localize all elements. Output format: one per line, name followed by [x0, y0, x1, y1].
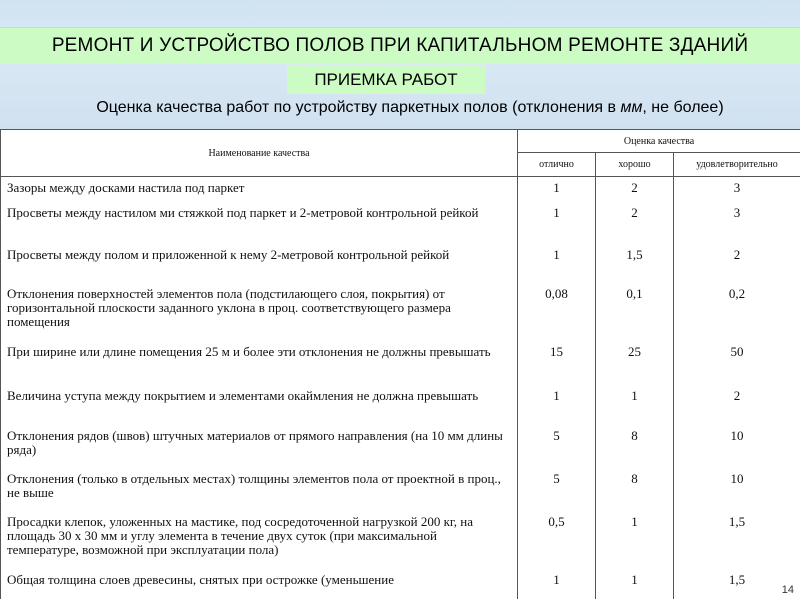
value-good: 25 [596, 341, 674, 385]
value-good: 2 [596, 202, 674, 244]
value-excellent: 1 [518, 244, 596, 283]
value-good: 8 [596, 468, 674, 511]
value-excellent: 5 [518, 425, 596, 468]
table-row [1, 385, 800, 425]
value-satisfactory: 1,5 [674, 511, 800, 569]
value-excellent: 1 [518, 385, 596, 425]
col-header-name: Наименование качества [1, 130, 518, 177]
row-name: Зазоры между досками настила под паркет [1, 177, 518, 202]
value-satisfactory: 2 [674, 244, 800, 283]
row-name: Отклонения рядов (швов) штучных материалов от прямого направления (на 10 мм длины ряда) [1, 425, 518, 468]
table-row [1, 341, 800, 385]
value-excellent: 5 [518, 468, 596, 511]
row-name: Просветы между полом и приложенной к нему 2-метровой контрольной рейкой [1, 244, 518, 283]
value-satisfactory: 1,5 [674, 569, 800, 599]
title-bar [0, 27, 800, 63]
value-satisfactory: 2 [674, 385, 800, 425]
quality-table [0, 129, 800, 599]
value-excellent: 15 [518, 341, 596, 385]
table-row [1, 569, 800, 599]
table-row [1, 244, 800, 283]
value-good: 0,1 [596, 283, 674, 341]
table-row [1, 177, 800, 202]
table-row [1, 511, 800, 569]
table-row [1, 468, 800, 511]
value-satisfactory: 3 [674, 202, 800, 244]
value-excellent: 0,08 [518, 283, 596, 341]
value-excellent: 1 [518, 202, 596, 244]
value-excellent: 0,5 [518, 511, 596, 569]
value-satisfactory: 50 [674, 341, 800, 385]
col-header-excellent: отлично [518, 153, 596, 177]
subtitle-box [287, 65, 485, 94]
table-row [1, 425, 800, 468]
row-name: При ширине или длине помещения 25 м и более эти отклонения не должны превышать [1, 341, 518, 385]
page-title: РЕМОНТ И УСТРОЙСТВО ПОЛОВ ПРИ КАПИТАЛЬНОМ РЕМОНТЕ ЗДАНИЙ [51, 34, 749, 56]
value-good: 8 [596, 425, 674, 468]
caption-text-start: Оценка качества работ по устройству паркетных полов (отклонения в [96, 99, 621, 116]
value-satisfactory: 10 [674, 425, 800, 468]
row-name: Просадки клепок, уложенных на мастике, под сосредоточенной нагрузкой 200 кг, на площадь 30 х 30 мм и углу элемента в течение двух суток (при максимальной температуре, возможной при эксплуатации пола) [1, 511, 518, 569]
caption-unit: мм [620, 99, 643, 116]
col-header-good: хорошо [596, 153, 674, 177]
col-header-satisfactory: удовлетворительно [674, 153, 800, 177]
caption-text-end: , не более) [642, 99, 724, 116]
page-number: 14 [781, 584, 794, 596]
row-name: Величина уступа между покрытием и элементами окаймления не должна превышать [1, 385, 518, 425]
table-caption [0, 99, 800, 117]
table-row [1, 283, 800, 341]
value-good: 2 [596, 177, 674, 202]
value-good: 1 [596, 569, 674, 599]
row-name: Отклонения (только в отдельных местах) толщины элементов пола от проектной в проц., не выше [1, 468, 518, 511]
value-excellent: 1 [518, 569, 596, 599]
table-row [1, 202, 800, 244]
col-header-group: Оценка качества [518, 130, 800, 153]
value-satisfactory: 10 [674, 468, 800, 511]
value-satisfactory: 3 [674, 177, 800, 202]
value-excellent: 1 [518, 177, 596, 202]
row-name: Просветы между настилом ми стяжкой под паркет и 2-метровой контрольной рейкой [1, 202, 518, 244]
value-good: 1 [596, 511, 674, 569]
page-subtitle: ПРИЕМКА РАБОТ [314, 69, 458, 89]
value-satisfactory: 0,2 [674, 283, 800, 341]
value-good: 1,5 [596, 244, 674, 283]
row-name: Общая толщина слоев древесины, снятых при острожке (уменьшение [1, 569, 518, 599]
row-name: Отклонения поверхностей элементов пола (подстилающего слоя, покрытия) от горизонтальной плоскости заданного уклона в проц. соответствующего размера помещения [1, 283, 518, 341]
value-good: 1 [596, 385, 674, 425]
